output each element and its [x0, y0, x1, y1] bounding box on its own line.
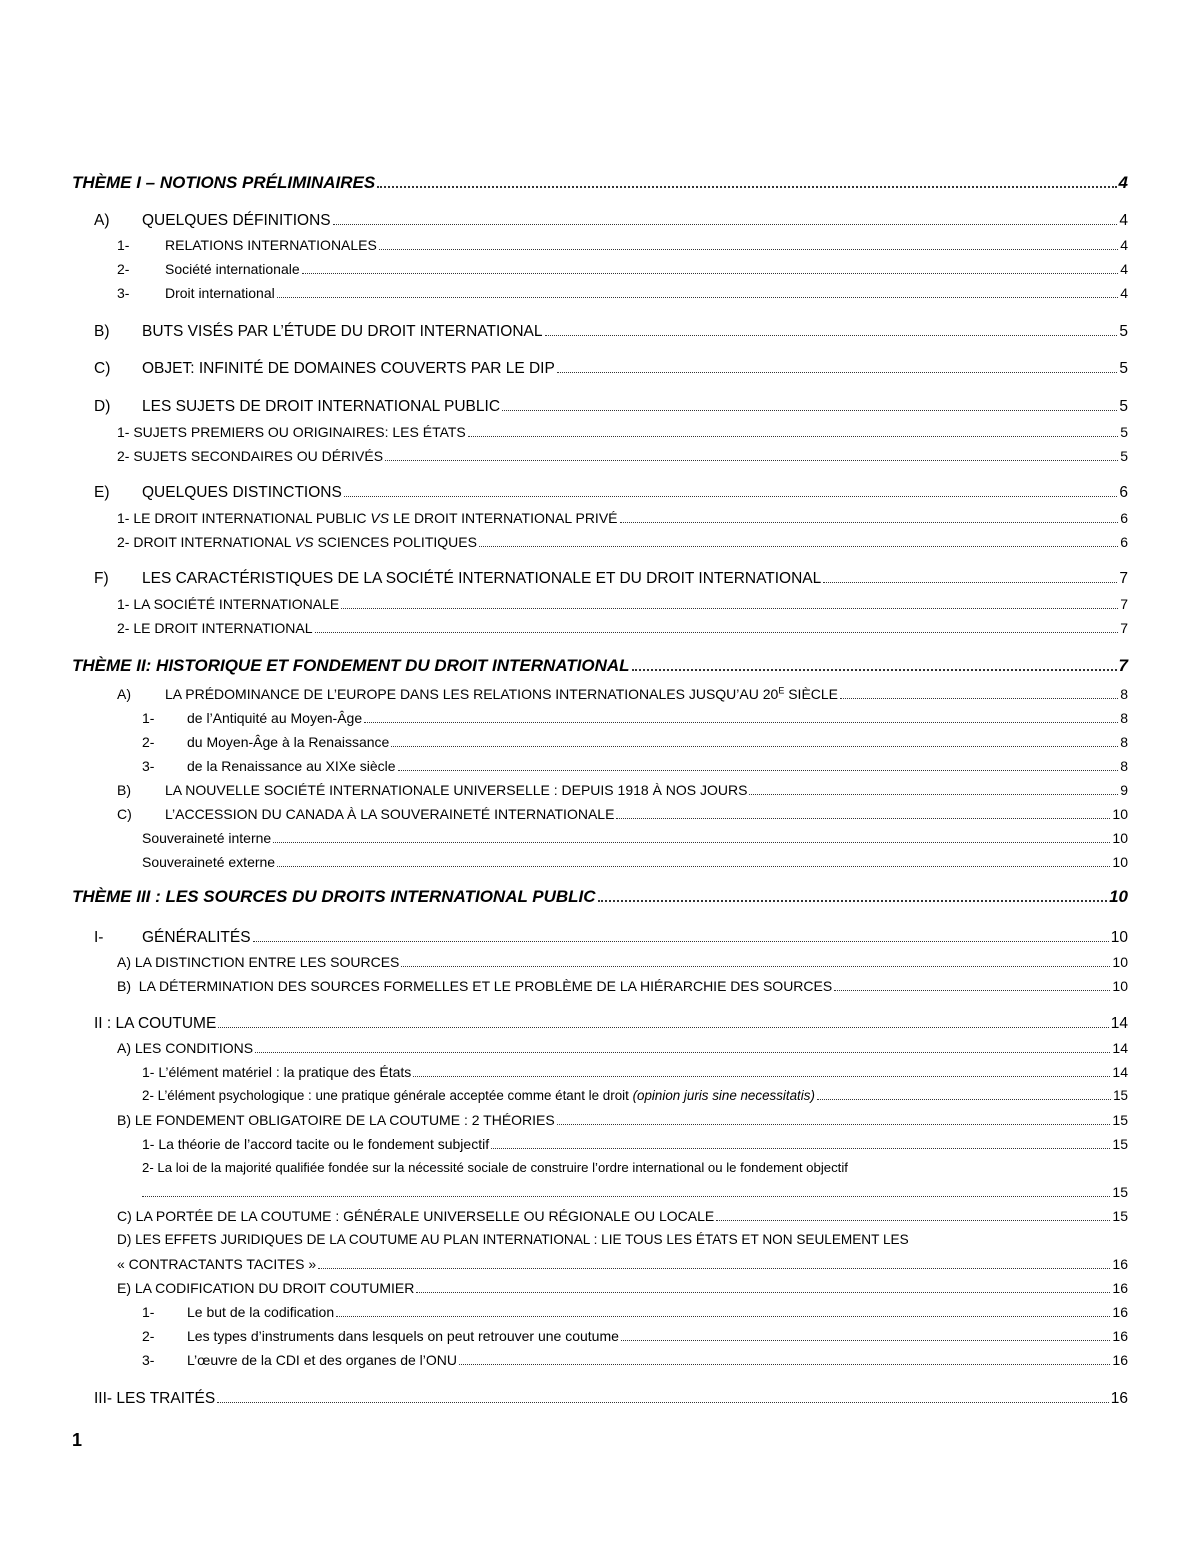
toc-entry[interactable] — [117, 977, 1128, 995]
toc-entry[interactable] — [117, 805, 1128, 823]
toc-entry-label: du Moyen-Âge à la Renaissance — [187, 734, 390, 750]
toc-entry-label-line1[interactable]: 2- La loi de la majorité qualifiée fondée sur la nécessité sociale de construire l’ordre international ou le fondement objectif — [142, 1160, 848, 1175]
dot-leader — [401, 966, 1110, 967]
toc-entry-page: 4 — [1120, 285, 1128, 301]
dot-leader — [616, 818, 1110, 819]
toc-entry-page: 15 — [1112, 1112, 1128, 1128]
toc-entry-number: 2- — [142, 1328, 155, 1344]
dot-leader — [491, 1148, 1110, 1149]
toc-entry-label: III- LES TRAITÉS — [94, 1390, 216, 1407]
toc-entry-page: 7 — [1120, 596, 1128, 612]
toc-entry-label: 2- LE DROIT INTERNATIONAL — [117, 620, 313, 636]
dot-leader — [333, 224, 1118, 225]
toc-entry-label: THÈME II: HISTORIQUE ET FONDEMENT DU DROIT INTERNATIONAL — [72, 656, 630, 675]
toc-entry-label: Les types d’instruments dans lesquels on peut retrouver une coutume — [187, 1328, 619, 1344]
dot-leader — [632, 669, 1117, 671]
toc-entry[interactable] — [142, 1087, 1128, 1105]
toc-entry-page: 9 — [1120, 782, 1128, 798]
toc-entry[interactable] — [117, 1207, 1128, 1225]
toc-entry-page: 10 — [1110, 929, 1128, 946]
toc-entry-number: 2- — [142, 734, 155, 750]
dot-leader — [142, 1196, 1110, 1197]
toc-entry-page: 15 — [1112, 1184, 1128, 1200]
toc-entry-number: 2- — [117, 261, 130, 277]
toc-entry-page: 15 — [1112, 1208, 1128, 1224]
toc-entry-page: 16 — [1112, 1328, 1128, 1344]
label-part: LE DROIT INTERNATIONAL PRIVÉ — [392, 510, 618, 526]
toc-entry-label: de la Renaissance au XIXe siècle — [187, 758, 396, 774]
dot-leader — [840, 698, 1118, 699]
label-part: 2- L’élément psychologique : une pratique générale acceptée comme étant le droit — [142, 1088, 633, 1103]
toc-entry[interactable] — [94, 1389, 1128, 1409]
toc-entry-number: 1- — [117, 237, 130, 253]
toc-entry-page: 16 — [1112, 1256, 1128, 1272]
toc-entry-label: Souveraineté externe — [142, 854, 276, 870]
dot-leader — [217, 1402, 1109, 1403]
toc-entry-label — [142, 1087, 815, 1105]
toc-entry-number: F) — [94, 570, 109, 587]
toc-entry-page: 7 — [1119, 570, 1128, 587]
toc-entry-page: 5 — [1120, 448, 1128, 464]
toc-entry-page: 6 — [1120, 534, 1128, 550]
toc-entry-page: 16 — [1110, 1390, 1128, 1407]
toc-entry-number: C) — [117, 806, 132, 822]
toc-entry-page: 4 — [1119, 212, 1128, 229]
dot-leader — [502, 410, 1117, 411]
toc-entry-label: LES CARACTÉRISTIQUES DE LA SOCIÉTÉ INTERNATIONALE ET DU DROIT INTERNATIONAL — [142, 570, 822, 587]
toc-entry-page: 10 — [1112, 830, 1128, 846]
dot-leader — [479, 546, 1118, 547]
toc-entry[interactable] — [117, 685, 1128, 703]
toc-entry[interactable] — [94, 928, 1128, 948]
toc-entry[interactable] — [117, 1039, 1128, 1057]
label-part: 1- LE DROIT INTERNATIONAL PUBLIC — [117, 510, 367, 526]
toc-entry-label — [117, 533, 477, 551]
dot-leader — [336, 1316, 1110, 1317]
toc-entry[interactable] — [117, 595, 1128, 613]
toc-entry[interactable] — [142, 1063, 1128, 1081]
toc-entry[interactable] — [94, 569, 1128, 589]
dot-leader — [253, 941, 1109, 942]
toc-entry[interactable] — [142, 757, 1128, 775]
label-part: SIÈCLE — [784, 686, 839, 702]
toc-entry-label: QUELQUES DISTINCTIONS — [142, 484, 342, 501]
toc-entry-page: 5 — [1119, 323, 1128, 340]
toc-entry-page: 4 — [1120, 237, 1128, 253]
toc-entry[interactable] — [117, 1111, 1128, 1129]
dot-leader — [716, 1220, 1110, 1221]
dot-leader — [545, 335, 1118, 336]
toc-entry-theme-1[interactable] — [72, 172, 1128, 194]
toc-entry-page: 4 — [1120, 261, 1128, 277]
toc-entry-page: 4 — [1118, 173, 1128, 192]
toc-entry-label-line2: « CONTRACTANTS TACITES » — [117, 1256, 317, 1272]
toc-entry-page: 8 — [1120, 710, 1128, 726]
toc-entry-label: 1- La théorie de l’accord tacite ou le fondement subjectif — [142, 1136, 490, 1152]
toc-entry[interactable] — [142, 1135, 1128, 1153]
toc-entry-number: B) — [94, 323, 110, 340]
dot-leader — [344, 496, 1118, 497]
toc-entry-label: de l’Antiquité au Moyen-Âge — [187, 710, 363, 726]
toc-entry[interactable] — [142, 1303, 1128, 1321]
toc-entry-label: II : LA COUTUME — [94, 1015, 217, 1032]
toc-entry-label: C) LA PORTÉE DE LA COUTUME : GÉNÉRALE UNIVERSELLE OU RÉGIONALE OU LOCALE — [117, 1208, 715, 1224]
dot-leader — [817, 1099, 1111, 1100]
toc-entry-page: 14 — [1112, 1064, 1128, 1080]
toc-entry[interactable] — [142, 733, 1128, 751]
toc-entry[interactable] — [94, 397, 1128, 417]
toc-entry-label — [117, 509, 618, 527]
toc-entry-theme-3[interactable] — [72, 886, 1128, 908]
toc-entry-label: A) LES CONDITIONS — [117, 1040, 254, 1056]
toc-entry[interactable] — [117, 1279, 1128, 1297]
toc-entry-label: L’ACCESSION DU CANADA À LA SOUVERAINETÉ INTERNATIONALE — [165, 806, 615, 822]
toc-entry-page: 14 — [1112, 1040, 1128, 1056]
toc-entry-label: Droit international — [165, 285, 275, 301]
page-number: 1 — [72, 1430, 83, 1450]
dot-leader — [413, 1076, 1110, 1077]
toc-entry-page: 5 — [1120, 424, 1128, 440]
toc-entry-page: 7 — [1120, 620, 1128, 636]
toc-entry-number: B) — [117, 782, 131, 798]
dot-leader — [459, 1364, 1110, 1365]
toc-entry-label: B) LA DÉTERMINATION DES SOURCES FORMELLES ET LE PROBLÈME DE LA HIÉRARCHIE DES SOURCES — [117, 978, 833, 994]
toc-entry[interactable] — [94, 483, 1128, 503]
dot-leader — [391, 746, 1118, 747]
toc-entry-label: Le but de la codification — [187, 1304, 335, 1320]
toc-entry[interactable] — [142, 709, 1128, 727]
toc-entry[interactable] — [117, 284, 1128, 302]
dot-leader — [218, 1027, 1108, 1028]
toc-entry-number: 3- — [142, 1352, 155, 1368]
toc-entry-number: 1- — [142, 710, 155, 726]
toc-entry-label: 1- L’élément matériel : la pratique des États — [142, 1064, 412, 1080]
label-part: 2- DROIT INTERNATIONAL — [117, 534, 291, 550]
toc-entry-label-line1[interactable]: D) LES EFFETS JURIDIQUES DE LA COUTUME AU PLAN INTERNATIONAL : LIE TOUS LES ÉTATS ET NON SEULEMENT LES — [117, 1232, 909, 1247]
toc-entry-label: QUELQUES DÉFINITIONS — [142, 212, 331, 229]
toc-entry-number: 1- — [142, 1304, 155, 1320]
toc-entry[interactable] — [117, 236, 1128, 254]
toc-entry-label: GÉNÉRALITÉS — [142, 929, 251, 946]
label-superscript: E — [778, 685, 785, 696]
toc-entry-label: LA NOUVELLE SOCIÉTÉ INTERNATIONALE UNIVERSELLE : DEPUIS 1918 À NOS JOURS — [165, 782, 748, 798]
dot-leader — [364, 722, 1118, 723]
toc-entry-label: Société internationale — [165, 261, 300, 277]
toc-entry-label: L’œuvre de la CDI et des organes de l’ONU — [187, 1352, 458, 1368]
toc-entry-label: THÈME III : LES SOURCES DU DROITS INTERNATIONAL PUBLIC — [72, 887, 596, 906]
dot-leader — [277, 297, 1118, 298]
toc-entry-page: 10 — [1112, 806, 1128, 822]
label-italic: VS — [294, 534, 314, 550]
toc-entry[interactable] — [94, 322, 1128, 342]
toc-entry-page: 10 — [1112, 954, 1128, 970]
label-part: LA PRÉDOMINANCE DE L’EUROPE DANS LES RELATIONS INTERNATIONALES JUSQU’AU 20 — [165, 686, 779, 702]
dot-leader — [255, 1052, 1110, 1053]
toc-entry-page: 15 — [1113, 1088, 1128, 1103]
label-part: SCIENCES POLITIQUES — [317, 534, 477, 550]
dot-leader — [377, 186, 1116, 188]
toc-entry-page: 8 — [1120, 758, 1128, 774]
dot-leader — [557, 1124, 1111, 1125]
dot-leader — [277, 866, 1110, 867]
toc-entry[interactable] — [117, 509, 1128, 527]
toc-entry-page: 7 — [1118, 656, 1128, 675]
toc-entry-page: 10 — [1109, 887, 1128, 906]
dot-leader — [468, 436, 1118, 437]
toc-entry-label: A) LA DISTINCTION ENTRE LES SOURCES — [117, 954, 400, 970]
toc-entry-page: 5 — [1119, 398, 1128, 415]
dot-leader — [620, 522, 1119, 523]
dot-leader — [302, 273, 1119, 274]
dot-leader — [318, 1268, 1110, 1269]
toc-entry-number: A) — [117, 686, 131, 702]
toc-entry-label: THÈME I – NOTIONS PRÉLIMINAIRES — [72, 173, 376, 192]
toc-entry-page: 15 — [1112, 1136, 1128, 1152]
toc-entry-label: 2- SUJETS SECONDAIRES OU DÉRIVÉS — [117, 448, 384, 464]
toc-entry-label: BUTS VISÉS PAR L’ÉTUDE DU DROIT INTERNATIONAL — [142, 323, 543, 340]
toc-entry-page: 16 — [1112, 1280, 1128, 1296]
dot-leader — [823, 582, 1117, 583]
dot-leader — [557, 372, 1118, 373]
toc-entry[interactable] — [142, 1183, 1128, 1201]
toc-entry-label: Souveraineté interne — [142, 830, 272, 846]
toc-entry-page: 5 — [1119, 360, 1128, 377]
toc-entry-page: 10 — [1112, 854, 1128, 870]
toc-entry[interactable] — [117, 260, 1128, 278]
dot-leader — [834, 990, 1110, 991]
toc-entry-number: I- — [94, 929, 104, 946]
toc-entry[interactable] — [117, 447, 1128, 465]
toc-entry[interactable] — [117, 423, 1128, 441]
toc-entry-label: 1- SUJETS PREMIERS OU ORIGINAIRES: LES ÉTATS — [117, 424, 466, 440]
toc-entry-label: B) LE FONDEMENT OBLIGATOIRE DE LA COUTUME : 2 THÉORIES — [117, 1112, 555, 1128]
toc-entry[interactable] — [94, 211, 1128, 231]
toc-entry-number: A) — [94, 212, 110, 229]
toc-entry-label: OBJET: INFINITÉ DE DOMAINES COUVERTS PAR LE DIP — [142, 360, 555, 377]
toc-entry[interactable] — [117, 953, 1128, 971]
toc-entry[interactable] — [142, 853, 1128, 871]
toc-entry[interactable] — [117, 781, 1128, 799]
toc-entry-label: E) LA CODIFICATION DU DROIT COUTUMIER — [117, 1280, 415, 1296]
toc-entry-number: 3- — [117, 285, 130, 301]
toc-entry[interactable] — [142, 1327, 1128, 1345]
toc-entry-label — [165, 685, 838, 703]
toc-entry[interactable] — [117, 533, 1128, 551]
label-italic: VS — [370, 510, 390, 526]
dot-leader — [379, 249, 1118, 250]
toc-entry-page: 14 — [1110, 1015, 1128, 1032]
dot-leader — [341, 608, 1118, 609]
toc-entry-page: 6 — [1119, 484, 1128, 501]
dot-leader — [598, 900, 1108, 902]
toc-entry-page: 16 — [1112, 1304, 1128, 1320]
dot-leader — [749, 794, 1118, 795]
dot-leader — [385, 460, 1118, 461]
toc-entry[interactable] — [117, 619, 1128, 637]
toc-entry[interactable] — [94, 359, 1128, 379]
toc-entry[interactable] — [94, 1014, 1128, 1034]
toc-entry-number: D) — [94, 398, 111, 415]
dot-leader — [621, 1340, 1111, 1341]
toc-entry-number: 3- — [142, 758, 155, 774]
toc-entry-number: C) — [94, 360, 111, 377]
dot-leader — [398, 770, 1119, 771]
toc-entry-number: E) — [94, 484, 110, 501]
toc-entry-page: 6 — [1120, 510, 1128, 526]
label-italic: (opinion juris sine necessitatis) — [632, 1088, 815, 1103]
toc-entry[interactable] — [117, 1255, 1128, 1273]
toc-entry[interactable] — [142, 829, 1128, 847]
toc-entry-theme-2[interactable] — [72, 655, 1128, 677]
toc-entry-label: 1- LA SOCIÉTÉ INTERNATIONALE — [117, 596, 340, 612]
toc-entry-page: 10 — [1112, 978, 1128, 994]
toc-entry[interactable] — [142, 1351, 1128, 1369]
toc-entry-label: RELATIONS INTERNATIONALES — [165, 237, 377, 253]
toc-entry-page: 8 — [1120, 686, 1128, 702]
toc-entry-page: 16 — [1112, 1352, 1128, 1368]
toc-entry-label: LES SUJETS DE DROIT INTERNATIONAL PUBLIC — [142, 398, 501, 415]
toc-entry-page: 8 — [1120, 734, 1128, 750]
dot-leader — [315, 632, 1119, 633]
dot-leader — [273, 842, 1110, 843]
dot-leader — [416, 1292, 1110, 1293]
